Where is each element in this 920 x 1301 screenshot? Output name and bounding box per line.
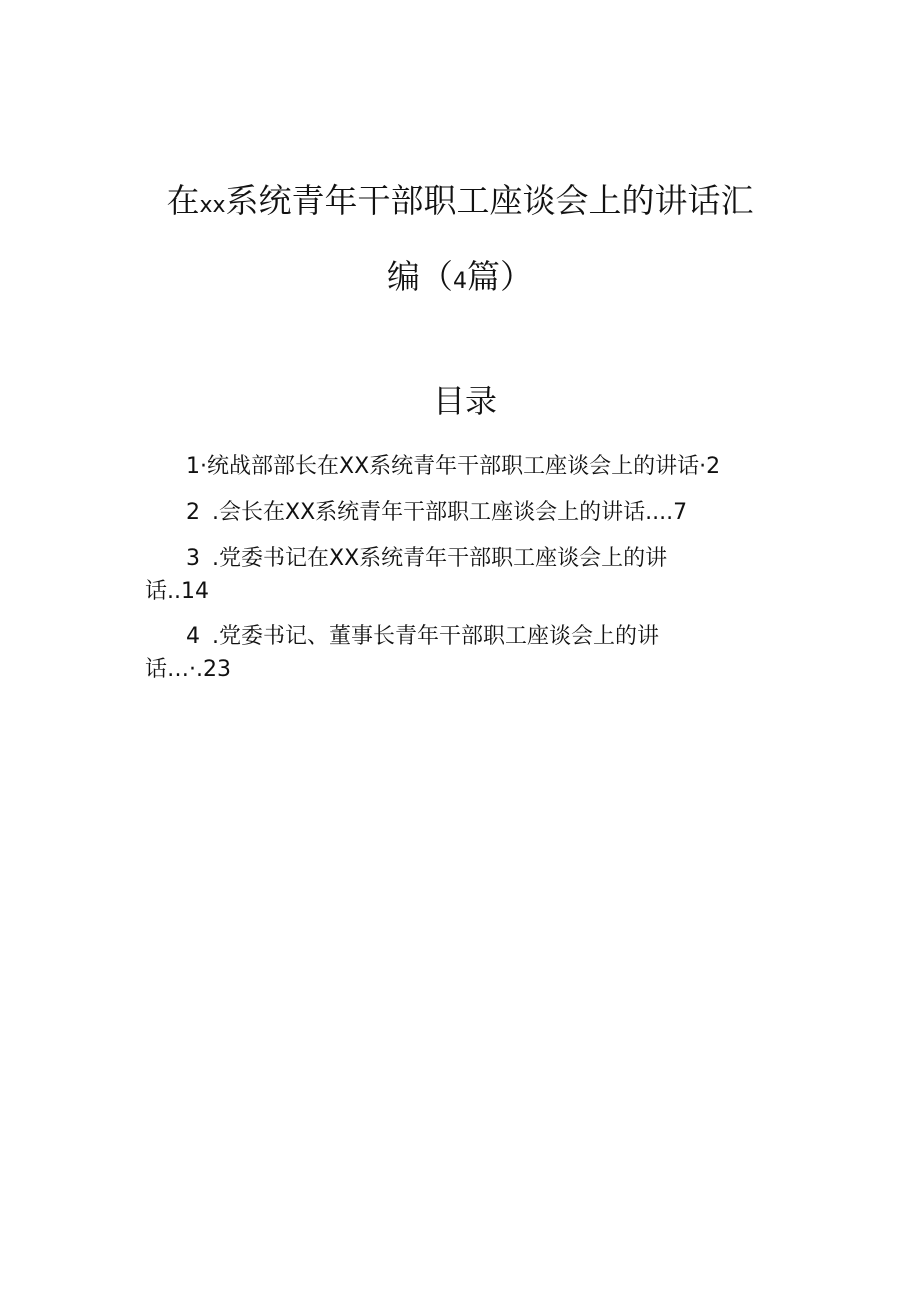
toc-item[interactable] — [186, 452, 720, 482]
toc-item-continuation[interactable]: 话…·.23 — [145, 657, 231, 682]
title-text-pre: 编（ — [387, 257, 453, 296]
toc-item-text: .党委书记在XX系统青年干部职工座谈会上的讲 — [212, 546, 668, 571]
toc-item-number: 4 — [186, 624, 200, 649]
toc-heading: 目录 — [432, 382, 497, 420]
toc-item-number: 1· — [186, 454, 207, 479]
toc-item-number: 3 — [186, 546, 200, 571]
document-title-line-2 — [0, 257, 920, 302]
title-text-count: 4 — [453, 269, 467, 294]
title-text-post: 系统青年干部职工座谈会上的讲话汇 — [225, 181, 754, 220]
toc-item-number: 2 — [186, 500, 200, 525]
title-text-post: 篇） — [467, 257, 533, 296]
title-text-pre: 在 — [166, 181, 200, 220]
toc-item[interactable] — [186, 498, 687, 528]
document-title-line-1 — [0, 181, 920, 226]
toc-item-text: 统战部部长在XX系统青年干部职工座谈会上的讲话·2 — [207, 454, 721, 479]
toc-item-text: .党委书记、董事长青年干部职工座谈会上的讲 — [212, 624, 659, 649]
toc-item-text: .会长在XX系统青年干部职工座谈会上的讲话....7 — [212, 500, 688, 525]
toc-item[interactable] — [186, 622, 659, 652]
toc-item[interactable] — [186, 544, 667, 574]
toc-item-continuation[interactable]: 话..14 — [145, 579, 209, 604]
title-text-xx: xx — [199, 193, 226, 218]
